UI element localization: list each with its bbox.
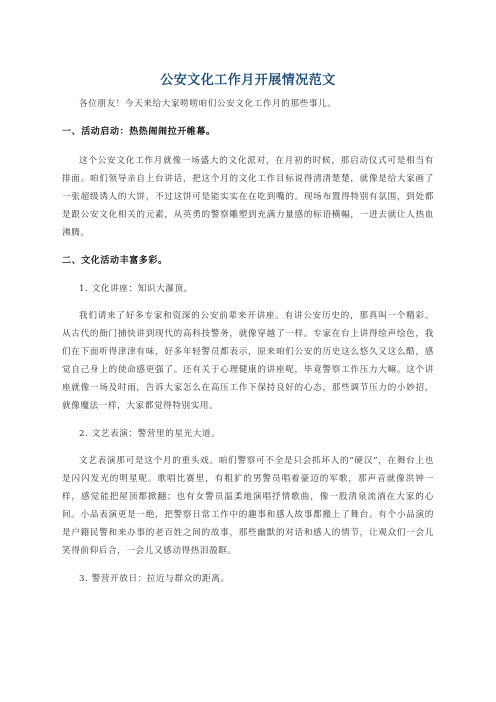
subsection-1-paragraph: 我们请来了好多专家和资深的公安前辈来开讲座。有讲公安历史的，那真叫一个精彩。从古代的衙门捕快讲到现代的高科技警务，就像穿越了一样。专家在台上讲得绘声绘色，我们在下面听得津津有味，好多年轻警员都表示，原来咱们公安的历史这么悠久又这么酷，感觉自己身上的使命感更强了。还有关于心理健康的讲座呢，毕竟警察工作压力大嘛。这个讲座就像一场及时雨，告诉大家怎么在高压工作下保持良好的心态，那些调节压力的小妙招，就像魔法一样，大家都觉得特别实用。 [62, 311, 434, 411]
subsection-2-paragraph: 文艺表演那可是这个月的重头戏。咱们警察可不全是只会抓坏人的“硬汉”，在舞台上也是闪闪发光的明星呢。歌唱比赛里，有粗犷的男警员唱着豪迈的军歌，那声音就像洪钟一样，感觉能把屋顶都掀翻；也有女警员温柔地演唱抒情歌曲，像一股清泉流淌在大家的心间。小品表演更是一绝，把警察日常工作中的趣事和感人故事都搬上了舞台。有个小品演的是户籍民警和来办事的老百姓之间的故事，那些幽默的对话和感人的情节，让观众们一会儿笑得前仰后合，一会儿又感动得热泪盈眶。 [62, 456, 434, 556]
section-heading-1: 一、活动启动：热热闹闹拉开帷幕。 [62, 127, 216, 137]
subheading-3: 3. 警营开放日：拉近与群众的距离。 [79, 574, 230, 584]
document-page [62, 72, 434, 597]
section-1-paragraph: 这个公安文化工作月就像一场盛大的文化派对，在月初的时候，那启动仪式可是相当有排面。咱们领导亲自上台讲话，把这个月的文化工作目标说得清清楚楚，就像是给大家画了一张超级诱人的大饼，不过这饼可是能实实在在吃到嘴的。现场布置得特别有氛围，到处都是跟公安文化相关的元素，从英勇的警察雕塑到充满力量感的标语横幅，一进去就让人热血沸腾。 [62, 156, 434, 238]
intro-paragraph: 各位朋友！今天来给大家唠唠咱们公安文化工作月的那些事儿。 [79, 99, 337, 109]
subheading-2: 2. 文艺表演：警营里的星光大道。 [79, 429, 221, 439]
subheading-1: 1. 文化讲座：知识大瀑顶。 [79, 284, 193, 294]
section-heading-2: 二、文化活动丰富多彩。 [62, 256, 168, 266]
document-title: 公安文化工作月开展情况范文 [160, 73, 336, 88]
